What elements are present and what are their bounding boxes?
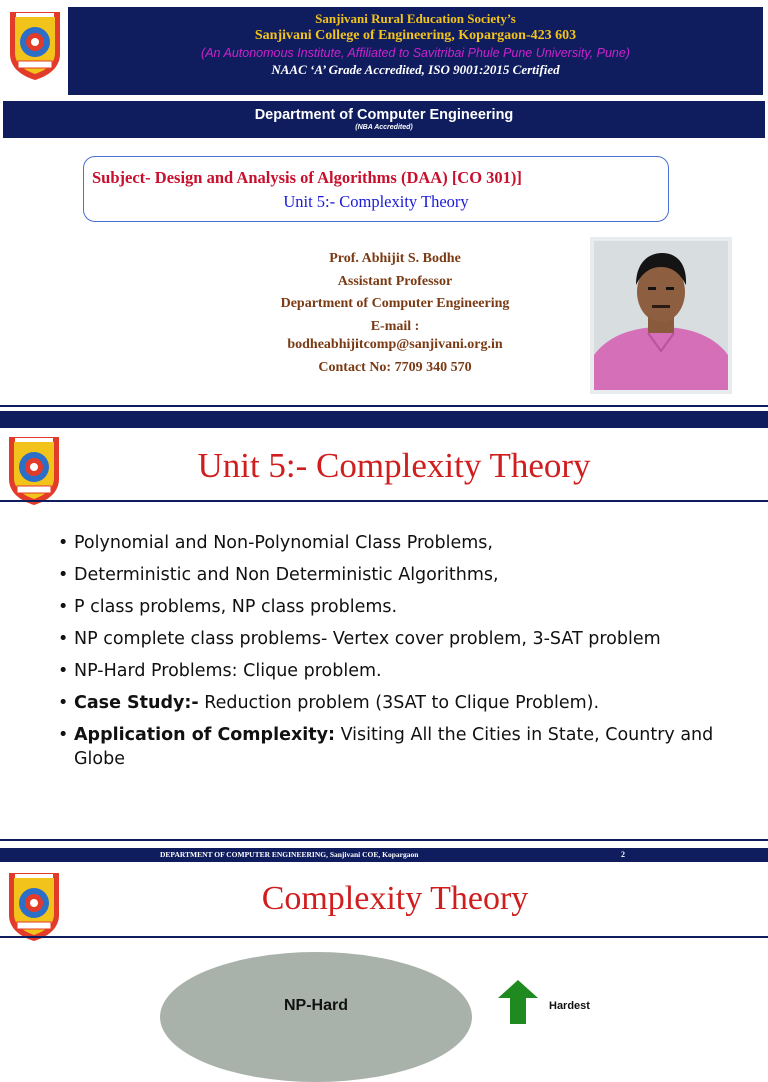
college-logo xyxy=(4,8,66,82)
hardest-label: Hardest xyxy=(549,1000,590,1012)
slide-footer xyxy=(0,848,768,862)
society-name: Sanjivani Rural Education Society’s xyxy=(315,11,516,26)
professor-name: Prof. Abhijit S. Bodhe xyxy=(329,251,461,266)
list-item xyxy=(58,531,748,555)
title-underline xyxy=(0,936,768,938)
professor-designation: Assistant Professor xyxy=(337,274,453,289)
unit-title: Unit 5:- Complexity Theory xyxy=(283,192,469,211)
list-item xyxy=(58,691,748,715)
up-arrow-icon xyxy=(498,980,538,1024)
accreditation-text: NAAC ‘A’ Grade Accredited, ISO 9001:2015 Certified xyxy=(271,62,560,77)
slide-separator-bar xyxy=(0,411,768,428)
list-item xyxy=(58,659,748,683)
bullet-text: P class problems, NP class problems. xyxy=(74,597,398,617)
slide-title: Unit 5:- Complexity Theory xyxy=(197,446,591,485)
slide-divider xyxy=(0,405,768,407)
college-logo xyxy=(3,433,65,507)
footer-divider xyxy=(0,839,768,841)
bullet-text: Visiting All the Cities in State, Country and Globe xyxy=(74,725,714,769)
bullet-bold-text: Case Study:- xyxy=(74,693,199,713)
college-name: Sanjivani College of Engineering, Kopargaon-423 603 xyxy=(254,28,577,43)
topic-list xyxy=(58,531,748,779)
professor-photo xyxy=(590,237,732,394)
list-item xyxy=(58,563,748,587)
course-box xyxy=(83,156,669,222)
page-number: 2 xyxy=(621,850,625,859)
department-bar xyxy=(3,101,765,138)
subject-title: Subject- Design and Analysis of Algorithms (DAA) [CO 301)] xyxy=(92,168,522,187)
college-logo xyxy=(3,869,65,943)
professor-email[interactable]: bodheabhijitcomp@sanjivani.org.in xyxy=(287,337,503,352)
title-underline xyxy=(0,500,768,502)
list-item xyxy=(58,595,748,619)
professor-portrait-icon xyxy=(590,237,732,394)
hardness-arrow xyxy=(498,980,538,1024)
list-item xyxy=(58,723,748,771)
college-header xyxy=(68,7,763,95)
nba-subtitle: (NBA Accredited) xyxy=(355,124,413,131)
email-label: E-mail : xyxy=(370,319,420,334)
bullet-text: Polynomial and Non-Polynomial Class Problems, xyxy=(74,533,493,553)
bullet-text: NP-Hard Problems: Clique problem. xyxy=(74,661,382,681)
bullet-text: NP complete class problems- Vertex cover problem, 3-SAT problem xyxy=(74,629,661,649)
college-logo-icon xyxy=(4,8,66,82)
footer-text: DEPARTMENT OF COMPUTER ENGINEERING, Sanjivani COE, Kopargaon xyxy=(160,850,419,859)
np-hard-label: NP-Hard xyxy=(283,997,348,1014)
bullet-text: Deterministic and Non Deterministic Algorithms, xyxy=(74,565,499,585)
affiliation-text: (An Autonomous Institute, Affiliated to Savitribai Phule Pune University, Pune) xyxy=(201,46,630,60)
professor-contact: Contact No: 7709 340 570 xyxy=(318,360,472,375)
list-item xyxy=(58,627,748,651)
department-title: Department of Computer Engineering xyxy=(254,107,514,123)
slide-title: Complexity Theory xyxy=(261,880,529,917)
professor-department: Department of Computer Engineering xyxy=(280,296,510,311)
bullet-bold-text: Application of Complexity: xyxy=(74,725,335,745)
college-logo-icon xyxy=(3,869,65,943)
college-logo-icon xyxy=(3,433,65,507)
np-hard-region xyxy=(160,952,472,1082)
bullet-text: Reduction problem (3SAT to Clique Problem). xyxy=(198,693,600,713)
